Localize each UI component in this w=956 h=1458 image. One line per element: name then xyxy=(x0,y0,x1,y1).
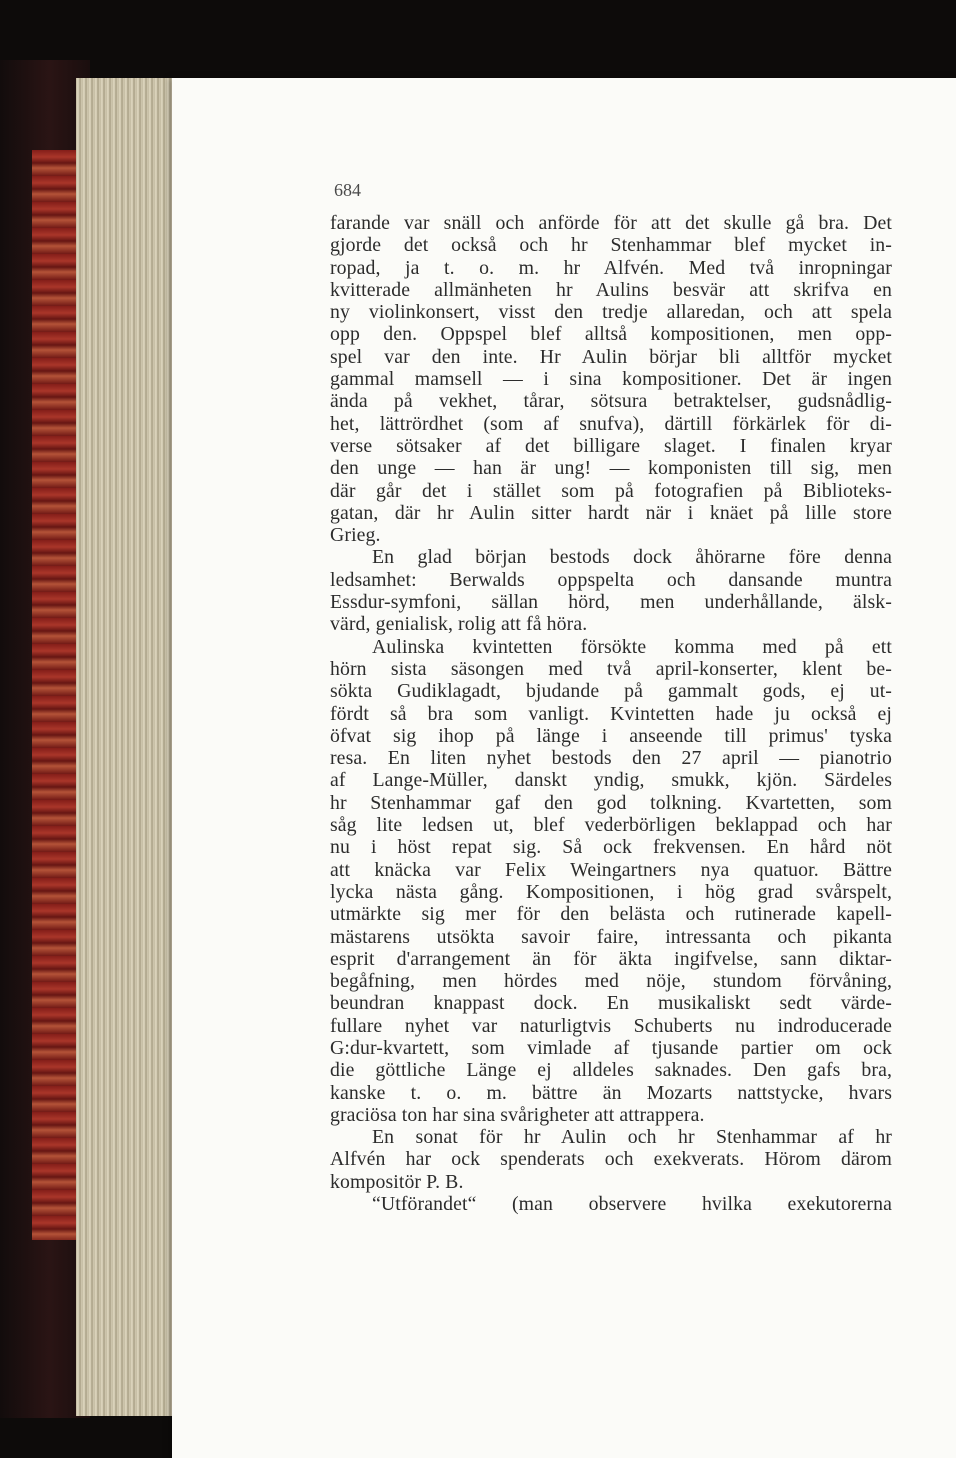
text-line: ända på vekhet, tårar, sötsura betraktelser, gudsnådlig- xyxy=(330,390,892,413)
text-line: hr Stenhammar gaf den god tolkning. Kvartetten, som xyxy=(330,791,892,814)
text-line: öfvat sig ihop på länge i anseende till primus' tyska xyxy=(330,724,892,747)
text-line: kanske t. o. m. bättre än Mozarts nattstycke, hvars xyxy=(330,1081,892,1104)
page-number: 684 xyxy=(334,180,361,200)
text-line: ledsamhet: Berwalds oppspelta och dansande muntra xyxy=(330,568,892,591)
text-line: hörn sista säsongen med två april-konserter, klent be- xyxy=(330,657,892,680)
text-line: utmärkte sig mer för den belästa och rutinerade kapell- xyxy=(330,903,892,926)
text-line: fullare nyhet var naturligtvis Schuberts nu indroducerade xyxy=(330,1014,892,1037)
text-line: värd, genialisk, rolig att få höra. xyxy=(330,613,588,636)
text-line: Essdur-symfoni, sällan hörd, men underhållande, älsk- xyxy=(330,591,892,614)
body-text xyxy=(330,212,892,1215)
text-line: En sonat för hr Aulin och hr Stenhammar af hr xyxy=(372,1126,892,1149)
text-line: såg lite ledsen ut, blef vederbörligen beklappad och har xyxy=(330,814,892,837)
page-edges xyxy=(76,78,178,1416)
text-line: die göttliche Länge ej alldeles saknades. Den gafs bra, xyxy=(330,1059,892,1082)
text-line: mästarens utsökta savoir faire, intressanta och pikanta xyxy=(330,925,892,948)
text-line: lycka nästa gång. Kompositionen, i hög grad svårspelt, xyxy=(330,880,892,903)
text-line: kompositör P. B. xyxy=(330,1170,464,1193)
text-line: Aulinska kvintetten försökte komma med på ett xyxy=(372,635,892,658)
text-line: gatan, där hr Aulin sitter hardt när i knäet på lille store xyxy=(330,501,892,524)
text-line: opp den. Oppspel blef alltså kompositionen, men opp- xyxy=(330,323,892,346)
text-line: esprit d'arrangement än för äkta ingifvelse, sann diktar- xyxy=(330,947,892,970)
text-line: G:dur-kvartett, som vimlade af tjusande partier om ock xyxy=(330,1036,892,1059)
text-line: het, lättrördhet (som af snufva), därtill förkärlek för di- xyxy=(330,412,892,435)
text-line: resa. En liten nyhet bestods den 27 april — pianotrio xyxy=(330,747,892,770)
text-line: ny violinkonsert, visst den tredje allaredan, och att spela xyxy=(330,301,892,324)
text-line: kvitterade allmänheten hr Aulins besvär att skrifva en xyxy=(330,278,892,301)
text-line: begåfning, men hördes med nöje, stundom förvåning, xyxy=(330,970,892,993)
text-line: gammal mamsell — i sina kompositioner. Det är ingen xyxy=(330,368,892,391)
text-line: En glad början bestods dock åhörarne före denna xyxy=(372,546,892,569)
text-line: att knäcka var Felix Weingartners nya quatuor. Bättre xyxy=(330,858,892,881)
text-line: af Lange-Müller, danskt yndig, smukk, kjön. Särdeles xyxy=(330,769,892,792)
text-line: gjorde det också och hr Stenhammar blef mycket in- xyxy=(330,234,892,257)
text-line: beundran knappast dock. En musikaliskt sedt värde- xyxy=(330,992,892,1015)
text-line: Alfvén har ock spenderats och exekverats. Hörom därom xyxy=(330,1148,892,1171)
text-line: där går det i stället som på fotografien på Biblioteks- xyxy=(330,479,892,502)
text-line: Grieg. xyxy=(330,524,381,547)
text-line: sökta Gudiklagadt, bjudande på gammalt gods, ej ut- xyxy=(330,680,892,703)
text-line: “Utförandet“ (man observere hvilka exekutorerna xyxy=(372,1193,892,1216)
text-line: nu i höst repat sig. Så ock frekvensen. En hård nöt xyxy=(330,836,892,859)
text-line: ropad, ja t. o. m. hr Alfvén. Med två inropningar xyxy=(330,256,892,279)
text-line: farande var snäll och anförde för att det skulle gå bra. Det xyxy=(330,212,892,234)
text-line: verse sötsaker af det billigare slaget. I finalen kryar xyxy=(330,434,892,457)
text-line: graciösa ton har sina svårigheter att attrappera. xyxy=(330,1103,705,1126)
text-line: den unge — han är ung! — komponisten till sig, men xyxy=(330,457,892,480)
text-line: spel var den inte. Hr Aulin börjar bli alltför mycket xyxy=(330,345,892,368)
text-line: fördt så bra som vanligt. Kvintetten hade ju också ej xyxy=(330,702,892,725)
